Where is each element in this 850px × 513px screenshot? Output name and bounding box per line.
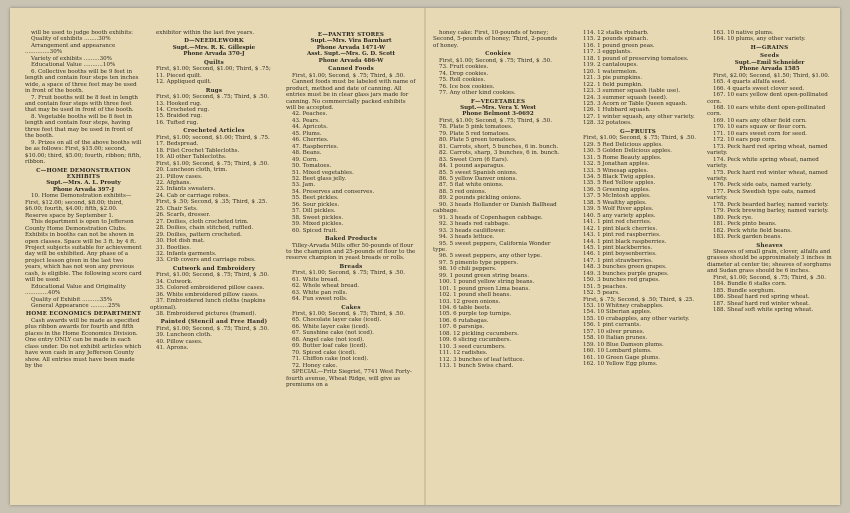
section-heading: Painted (Stencil and Free Hand) <box>160 319 268 326</box>
entry-line: 92. 3 heads red cabbage. <box>439 221 510 228</box>
entry-line: 164. 10 plums, any other variety. <box>713 36 806 43</box>
entry-line: 108. 12 pickling cucumbers. <box>439 330 519 337</box>
entry-line: 104. 6 table beets. <box>439 305 492 312</box>
entry-line: 146. 1 pint boysenberries. <box>583 251 657 258</box>
superintendent-line: Supt.—Emil Schneider <box>734 59 805 66</box>
entry-line: 24. Cab or carriage robes. <box>156 192 231 199</box>
entry-line: 52. Beet glass jelly. <box>292 175 347 182</box>
entry-line: exhibitor within the last five years. <box>156 30 255 36</box>
entry-line: First, $1.00; Second, $ .75; Third, $ .50. <box>439 117 552 124</box>
entry-line: 75. Roll cookies. <box>439 77 486 84</box>
entry-line: 161. 10 Green Gage plums. <box>583 354 661 361</box>
entry-line: 71. Chiffon cake (not iced). <box>292 356 369 363</box>
entry-line: 176. Peck side oats, named variety. <box>713 182 812 189</box>
entry-line: 73. Fruit cookies. <box>439 64 489 71</box>
entry-line: 124. 3 summer squash (seed). <box>583 94 668 101</box>
entry-line: 22. Afghans. <box>156 179 192 186</box>
entry-line: 96. 5 sweet peppers, any other type. <box>439 253 542 260</box>
section-heading: D—NEEDLEWORK <box>184 38 244 45</box>
entry-line: 29. Doilies, pattern crocheted. <box>156 231 242 238</box>
entry-line: Canned foods must be labeled with name of product, method and date of canning. All entries must be in clear glass jars made for canning. No commercially packed exhibits will be accepted. <box>286 79 416 111</box>
section-heading: Cakes <box>341 304 361 311</box>
entry-line: 167. 10 ears yellow dent open-pollinated corn. <box>707 92 828 105</box>
entry-line: 59. Mixed pickles. <box>292 221 344 228</box>
entry-line: 174. Peck white spring wheat, named variety. <box>707 156 819 170</box>
entry-line: 126. 1 Hubbard squash. <box>583 107 651 114</box>
entry-line: 6. Collective booths will be 9 feet in length and contain four steps ten inches wide, a space of three feet may be used in front of the booth. <box>25 68 139 95</box>
entry-line: 57. Dill pickles. <box>292 208 336 215</box>
superintendent-line: Phone Arvada 486-W <box>318 57 384 64</box>
entry-line: 112. 3 bunches of leaf lettuce. <box>439 356 525 363</box>
entry-line: First, $1.00; Second, $ .75; Third, $ .50. <box>292 311 405 318</box>
entry-line: 76. Ice box cookies. <box>439 83 495 90</box>
entry-line: 37. Embroidered lunch cloths (napkins optional). <box>150 298 266 311</box>
entry-line: 67. Sunshine cake (not iced). <box>292 330 374 337</box>
entry-line: 60. Spiced fruit. <box>292 227 338 234</box>
superintendent-line: Phone Belmont 3-0692 <box>462 111 534 118</box>
entry-line: 42. Peaches. <box>292 111 328 118</box>
section-heading: Quilts <box>204 59 224 66</box>
entry-line: 100. 1 pound yellow string beans. <box>439 279 535 286</box>
entry-line: 11. Pieced quilt. <box>156 72 202 79</box>
entry-line: 120. 1 watermelon. <box>583 68 638 75</box>
entry-line: 48. Beans. <box>292 150 322 157</box>
entry-line: 181. Peck pinto beans. <box>713 221 777 228</box>
entry-line: 187. Sheaf hard red winter wheat. <box>713 300 810 307</box>
entry-line: First, $ .50; Second, $ .35; Third, $ .25. <box>156 199 268 206</box>
entry-line: 17. Bedspread. <box>156 141 199 148</box>
entry-line: 26. Scarfs, dresser. <box>156 212 211 219</box>
entry-line: 101. 1 pound green Lima beans. <box>439 285 530 292</box>
entry-line: 131. 5 Rome Beauty apples. <box>583 154 662 161</box>
entry-line: 105. 6 purple top turnips. <box>439 311 512 318</box>
entry-line: 168. 10 ears white dent open-pollinated corn. <box>707 104 826 118</box>
entry-line: 153. 10 Whitney crabapples. <box>583 303 664 310</box>
entry-line: 12. Appliqued quilt. <box>156 79 212 86</box>
entry-line: Quality of Exhibit ..........35% <box>31 296 113 303</box>
entry-line: 65. Chocolate layer cake (iced). <box>292 317 382 324</box>
entry-line: First, $1.00; Second, $ .75; Third, $ .50. <box>292 72 405 79</box>
entry-line: 143. 1 pint red raspberries. <box>583 232 661 239</box>
entry-line: 149. 3 bunches purple grapes. <box>583 270 669 277</box>
entry-line: will be used to judge booth exhibits: <box>31 30 134 36</box>
entry-line: 36. White embroidered pillow cases. <box>156 291 259 298</box>
entry-line: 123. 3 summer squash (table use). <box>583 88 681 95</box>
entry-line: Variety of exhibits .........30% <box>31 55 112 62</box>
entry-line: 66. White layer cake (iced). <box>292 323 370 330</box>
entry-line: 121. 3 pie pumpkins. <box>583 75 643 82</box>
entry-line: 122. 1 field pumpkin. <box>583 81 643 88</box>
section-heading: HOME ECONOMICS DEPARTMENT <box>25 311 142 318</box>
entry-line: 157. 10 silver prunes. <box>583 328 645 335</box>
entry-line: This department is open to Jefferson County Home Demonstration Clubs. Exhibits in booths can not be shown in open classes. Space will be 3 ft. by 4 ft. Project subjects suitable for achievement day will be exhibited. Any phase of a project lesson given in the last two years, which has not won any previous cash, is eligible. The following score card will be used: <box>25 219 142 284</box>
entry-line: 117. 3 eggplants. <box>583 49 632 56</box>
entry-line: 28. Doilies, chain stitched, ruffled. <box>156 225 254 232</box>
entry-line: General Appearance ..........25% <box>31 303 121 310</box>
entry-line: 49. Corn. <box>292 156 319 163</box>
entry-line: First, $1.00; Second, $ .75; Third, $ .50. <box>713 274 826 281</box>
superintendent-line: Supt.—Mrs. Vira Barnhart <box>310 38 392 45</box>
entry-line: First, $1.00; Second, $ .75; Third, $ .50. <box>156 160 269 167</box>
entry-line: First, $1.00; Second, $ .75; Third, $ .50. <box>156 325 269 332</box>
entry-line: 154. 10 Siberian apples. <box>583 309 652 316</box>
entry-line: 68. Angel cake (not iced). <box>292 336 365 343</box>
entry-line: First, $1.00; Second, $1.00; Third, $ .75; <box>156 66 271 73</box>
entry-line: 185. Bundle sorghum. <box>713 287 776 294</box>
entry-line: 128. 32 potatoes. <box>583 120 632 127</box>
entry-line: 7. Fruit booths will be 8 feet in length and contain four steps with three feet that may be used in front of the booth. <box>25 94 138 114</box>
entry-line: 158. 10 Italian prunes. <box>583 335 648 342</box>
entry-line: 183. Peck garden beans. <box>713 234 783 241</box>
entry-line: 138. 5 Wealthy apples. <box>583 199 647 206</box>
entry-line: 178. Peck bearded barley, named variety. <box>713 201 829 208</box>
entry-line: 80. Plate 5 green tomatoes. <box>439 137 517 144</box>
superintendent-line: Supt.—Mrs. A. L. Prouty <box>46 180 121 187</box>
entry-line: 171. 10 ears sweet corn for seed. <box>713 130 807 137</box>
entry-line: 34. Cutwork. <box>156 278 193 285</box>
section-heading: G—FRUITS <box>620 128 656 135</box>
entry-line: 44. Apricots. <box>292 124 328 131</box>
entry-line: 135. 5 Red Yellow apples. <box>583 180 656 187</box>
entry-line: First, $1.00; second, $1.00; Third, $ .75. <box>156 134 270 141</box>
entry-line: 119. 2 cantaloupes. <box>583 62 639 69</box>
entry-line: 116. 1 pound green peas. <box>583 42 655 49</box>
entry-line: 27. Doilies, cloth crocheted trim. <box>156 218 249 225</box>
entry-line: 103. 12 green onions. <box>439 298 501 305</box>
entry-line: 173. Peck hard red spring wheat, named variety. <box>707 143 828 157</box>
entry-line: 134. 5 Black Twig apples. <box>583 173 656 180</box>
entry-line: 109. 6 slicing cucumbers. <box>439 337 512 344</box>
entry-line: 107. 6 parsnips. <box>439 324 485 331</box>
column-5 <box>577 30 699 500</box>
entry-line: 184. Bundle 6 stalks corn. <box>713 281 787 288</box>
entry-line: 89. 2 pounds pickling onions. <box>439 195 522 202</box>
premium-list-sheet <box>10 8 840 505</box>
entry-line: 56. Sour pickles. <box>292 201 340 208</box>
entry-line: Educational Value ...........10% <box>31 62 116 69</box>
superintendent-line: Supt.—Mrs. Vera Y. West <box>460 104 536 111</box>
entry-line: 175. Peck hard red winter wheat, named variety. <box>707 169 828 182</box>
entry-line: 21. Pillow cases. <box>156 173 203 180</box>
entry-line: First, $1.00; Second, $ .75; Third, $ .50. <box>292 270 405 277</box>
entry-line: 115. 2 pounds spinach. <box>583 36 649 43</box>
entry-line: 110. 3 seed cucumbers. <box>439 343 506 350</box>
entry-line: 84. 1 pound asparagus. <box>439 163 505 170</box>
entry-line: 170. 10 ears squaw or flour corn. <box>713 124 807 131</box>
entry-line: 156. 1 pint currants. <box>583 322 641 329</box>
section-heading: Crocheted Articles <box>183 128 245 135</box>
entry-line: SPECIAL—Fritz Siegrist, 7741 West Forty-fourth avenue, Wheat Ridge, will give as premiums on a <box>286 369 412 389</box>
entry-line: 81. Carrots, short, 5 bunches, 6 in. bunch. <box>439 143 559 150</box>
entry-line: 25. Chair Sets. <box>156 205 198 212</box>
entry-line: 20. Luncheon cloth, trim. <box>156 167 228 174</box>
entry-line: 165. 4 quarts alfalfa seed. <box>713 79 787 86</box>
entry-line: First, $1.00; Second, $ .75; Third, $ .50. <box>583 135 696 142</box>
entry-line: 159. 10 Blue Damson plums. <box>583 341 664 348</box>
entry-line: First, $1.00; Second, $ .75; Third, $ .50. <box>156 94 269 101</box>
entry-line: 133. 5 Winesap apples. <box>583 167 649 174</box>
column-3 <box>286 30 416 500</box>
entry-line: 31. Bootlies. <box>156 244 192 251</box>
entry-line: 132. 5 Jonathan apples. <box>583 161 650 168</box>
section-heading: Seeds <box>759 53 780 60</box>
entry-line: 125. 3 Acorn or Table Queen squash. <box>583 100 688 107</box>
entry-line: 78. Plate 5 pink tomatoes. <box>439 124 513 131</box>
entry-line: 99. 1 pound green string beans. <box>439 272 530 279</box>
entry-line: 140. 5 any variety apples. <box>583 212 656 219</box>
entry-line: First, $1.00; Second, $ .75; Third, $ .50. <box>439 57 552 64</box>
entry-line: 169. 10 ears any other field corn. <box>713 117 807 124</box>
section-heading: Baked Products <box>324 236 378 243</box>
entry-line: 58. Sweet pickles. <box>292 214 344 221</box>
entry-line: 35. Colored embroidered pillow cases. <box>156 285 265 292</box>
entry-line: 186. Sheaf hard red spring wheat. <box>713 294 810 301</box>
entry-line: 18. Filet Crochet Tablecloths. <box>156 147 240 154</box>
entry-line: 82. Carrots, sharp, 3 bunches, 6 in. bunch. <box>439 150 560 157</box>
entry-line: 130. 5 Golden Delicious apples. <box>583 148 672 155</box>
superintendent-line: Phone Arvada 1471-W <box>316 44 386 51</box>
entry-line: 162. 10 Yellow Egg plums. <box>583 361 658 368</box>
entry-line: 43. Pears. <box>292 117 320 124</box>
entry-line: 142. 1 pint black cherries. <box>583 225 658 232</box>
entry-line: 87. 5 flat white onions. <box>439 182 504 189</box>
entry-line: 163. 10 native plums. <box>713 30 774 36</box>
entry-line: 111. 12 radishes. <box>439 350 488 357</box>
entry-line: 106. 6 rutabagas. <box>439 317 489 324</box>
entry-line: First, $2.00; Second, $1.50; Third, $1.00. <box>713 72 830 79</box>
entry-line: 19. All other Tablecloths. <box>156 154 227 161</box>
entry-line: First, $1.00; Second, $ .75; Third, $ .50. <box>156 272 269 279</box>
entry-line: 85. 5 sweet Spanish onions. <box>439 169 518 176</box>
entry-line: 94. 3 heads lettuce. <box>439 234 495 241</box>
entry-line: 13. Hooked rug. <box>156 100 202 107</box>
section-heading: H—GRAINS <box>750 44 789 51</box>
entry-line: 61. White bread. <box>292 276 340 283</box>
entry-line: 102. 1 pound shell beans. <box>439 292 512 299</box>
entry-line: 54. Preserves and conserves. <box>292 188 375 195</box>
entry-line: 14. Crocheted rug. <box>156 106 210 113</box>
entry-line: 148. 3 bunches green grapes. <box>583 264 667 271</box>
entry-line: 97. 5 pimento type peppers. <box>439 259 519 266</box>
column-2 <box>150 30 278 500</box>
superintendent-line: Asst. Supt.—Mrs. G. D. Scott <box>306 51 396 58</box>
entry-line: 160. 10 Lombard plums. <box>583 348 652 355</box>
entry-line: 88. 5 red onions. <box>439 188 487 195</box>
entry-line: 83. Sweet Corn (6 Ears). <box>439 156 509 163</box>
entry-line: 10. Home Demonstration exhibits—First, $12.00; second, $8.00; third, $6.00; fourth, $4.00; fifth, $2.00. Reserve space by September 1. <box>25 193 132 219</box>
entry-line: 70. Spiced cake (iced). <box>292 349 357 356</box>
section-heading: F—VEGETABLES <box>470 98 526 105</box>
entry-line: 114. 12 stalks rhubarb. <box>583 30 649 36</box>
entry-line: 151. 5 peaches. <box>583 283 628 290</box>
entry-line: 8. Vegetable booths will be 8 feet in length and contain four steps, having three feet that may be used in front of the booth. <box>25 113 133 140</box>
entry-line: 150. 3 bunches red grapes. <box>583 277 660 284</box>
entry-line: 47. Raspberries. <box>292 143 339 150</box>
section-heading: Cookies <box>485 51 511 58</box>
entry-line: 98. 10 chili peppers. <box>439 266 497 273</box>
entry-line: 53. Jam. <box>292 182 316 189</box>
section-heading: E—PANTRY STORES <box>317 32 385 38</box>
entry-line: 152. 5 pears. <box>583 290 620 297</box>
entry-line: 127. 1 winter squash, any other variety. <box>583 113 695 120</box>
entry-line: 86. 5 yellow Danver onions. <box>439 175 518 182</box>
entry-line: 141. 1 pint red cherries. <box>583 219 652 226</box>
entry-line: 95. 5 sweet peppers, California Wonder type. <box>433 240 551 253</box>
entry-line: 113. 1 bunch Swiss chard. <box>439 363 514 370</box>
entry-line: 33. Crib covers and carriage robes. <box>156 257 256 264</box>
entry-line: 137. 5 McIntosh apples. <box>583 193 651 200</box>
section-heading: Cutwork and Embroidery <box>172 265 256 272</box>
column-6 <box>707 30 832 500</box>
superintendent-line: Phone Arvada 397-J <box>52 186 115 193</box>
entry-line: Educational Value and Originality .............40% <box>25 283 126 297</box>
entry-line: 77. Any other kind cookies. <box>439 90 516 97</box>
entry-line: 51. Mixed vegetables. <box>292 169 354 176</box>
section-heading: Rugs <box>205 87 223 94</box>
section-heading: Sheaves <box>756 242 783 249</box>
section-heading: C—HOME DEMONSTRATION EXHIBITS <box>36 167 131 180</box>
entry-line: 63. White pan rolls. <box>292 289 348 296</box>
superintendent-line: Phone Arvada 370-J <box>183 51 245 58</box>
entry-line: 188. Sheaf soft white spring wheat. <box>713 307 814 314</box>
entry-line: 93. 3 heads cauliflower. <box>439 227 506 234</box>
entry-line: 50. Tomatoes. <box>292 163 332 170</box>
entry-line: 147. 1 pint strawberries. <box>583 257 653 264</box>
entry-line: 38. Embroidered pictures (framed). <box>156 311 257 318</box>
entry-line: 69. Butter loaf cake (iced). <box>292 343 368 350</box>
entry-line: 32. Infants garments. <box>156 250 217 257</box>
entry-line: 74. Drop cookies. <box>439 70 489 77</box>
entry-line: 15. Braided rug. <box>156 113 203 120</box>
entry-line: 177. Peck Swedish type oats, named variety. <box>707 188 816 202</box>
column-4 <box>433 30 563 500</box>
entry-line: 23. Infants sweaters. <box>156 186 216 193</box>
entry-line: 145. 1 pint blackberries. <box>583 244 653 251</box>
entry-line: 55. Beet pickles. <box>292 195 339 202</box>
entry-line: 129. 5 Red Delicious apples. <box>583 141 663 148</box>
entry-line: Cash awards will be made as specified plus ribbon awards for fourth and fifth places in the Home Economics Division. One entry ONLY can be made in each class under. Do not exhibit articles which have won cash in any Jefferson County show. All entries must have been made by the <box>25 317 142 370</box>
entry-line: Quality of exhibits ........30% <box>31 36 111 43</box>
entry-line: 91. 3 heads of Copenhagen cabbage. <box>439 214 543 221</box>
entry-line: 30. Hot dish mat. <box>156 238 205 245</box>
entry-line: First, $ .75; Second, $ .50; Third, $ .25. <box>583 296 695 303</box>
entry-line: 180. Peck rye. <box>713 214 753 221</box>
section-heading: Breads <box>339 263 363 270</box>
entry-line: 41. Aprons. <box>156 345 189 352</box>
entry-line: Arrangement and appearance ..............30% <box>25 42 116 56</box>
entry-line: Tilley-Arvada Mills offer 50-pounds of flour to the champion and 25-pounds of flour to the reserve champion in yeast breads or rolls. <box>286 242 416 262</box>
entry-line: 9. Prizes on all of the above booths will be as follows: First, $15.00; second, $10.00; third, $5.00; fourth, ribbon; fifth, ribbon. <box>25 139 142 166</box>
entry-line: 155. 10 crabapples, any other variety. <box>583 315 690 322</box>
entry-line: 136. 5 Greening apples. <box>583 186 651 193</box>
entry-line: 62. Whole wheat bread. <box>292 283 360 290</box>
entry-line: 72. Honey cake. <box>292 362 338 369</box>
entry-line: 39. Luncheon cloth. <box>156 332 212 339</box>
entry-line: 182. Peck white field beans. <box>713 227 792 234</box>
entry-line: 179. Peck brewing barley, named variety. <box>713 208 829 215</box>
entry-line: 118. 1 pound of preserving tomatoes. <box>583 55 689 62</box>
section-heading: Canned Foods <box>328 66 374 73</box>
entry-line: 79. Plate 5 red tomatoes. <box>439 130 510 137</box>
entry-line: 45. Plums. <box>292 130 322 137</box>
entry-line: 40. Pillow cases. <box>156 338 203 345</box>
entry-line: honey cake: First, 10-pounds of honey; Second, 5-pounds of honey; Third, 2-pounds of honey. <box>433 30 558 49</box>
entry-line: 144. 1 pint black raspberries. <box>583 238 667 245</box>
entry-line: Sheaves of small grain, clover, alfalfa and grasses should be approximately 3 inches in diameter at center tie; sheaves of sorghums and Sudan grass should be 6 inches. <box>707 248 832 275</box>
entry-line: 166. 4 quarts sweet clover seed. <box>713 85 805 92</box>
column-1 <box>25 30 142 500</box>
superintendent-line: Phone Arvada 1585 <box>739 66 800 73</box>
entry-line: 90. 3 heads Hollander or Danish Ballhead cabbage. <box>433 201 557 215</box>
entry-line: 172. 10 ears pop corn. <box>713 137 777 144</box>
entry-line: 46. Cherries. <box>292 137 329 144</box>
entry-line: 16. Tufted rug. <box>156 119 199 126</box>
entry-line: 64. Fun sweet rolls. <box>292 296 348 303</box>
superintendent-line: Supt.—Mrs. R. K. Gillespie <box>172 44 256 51</box>
entry-line: 139. 5 Wolf River apples. <box>583 206 654 213</box>
